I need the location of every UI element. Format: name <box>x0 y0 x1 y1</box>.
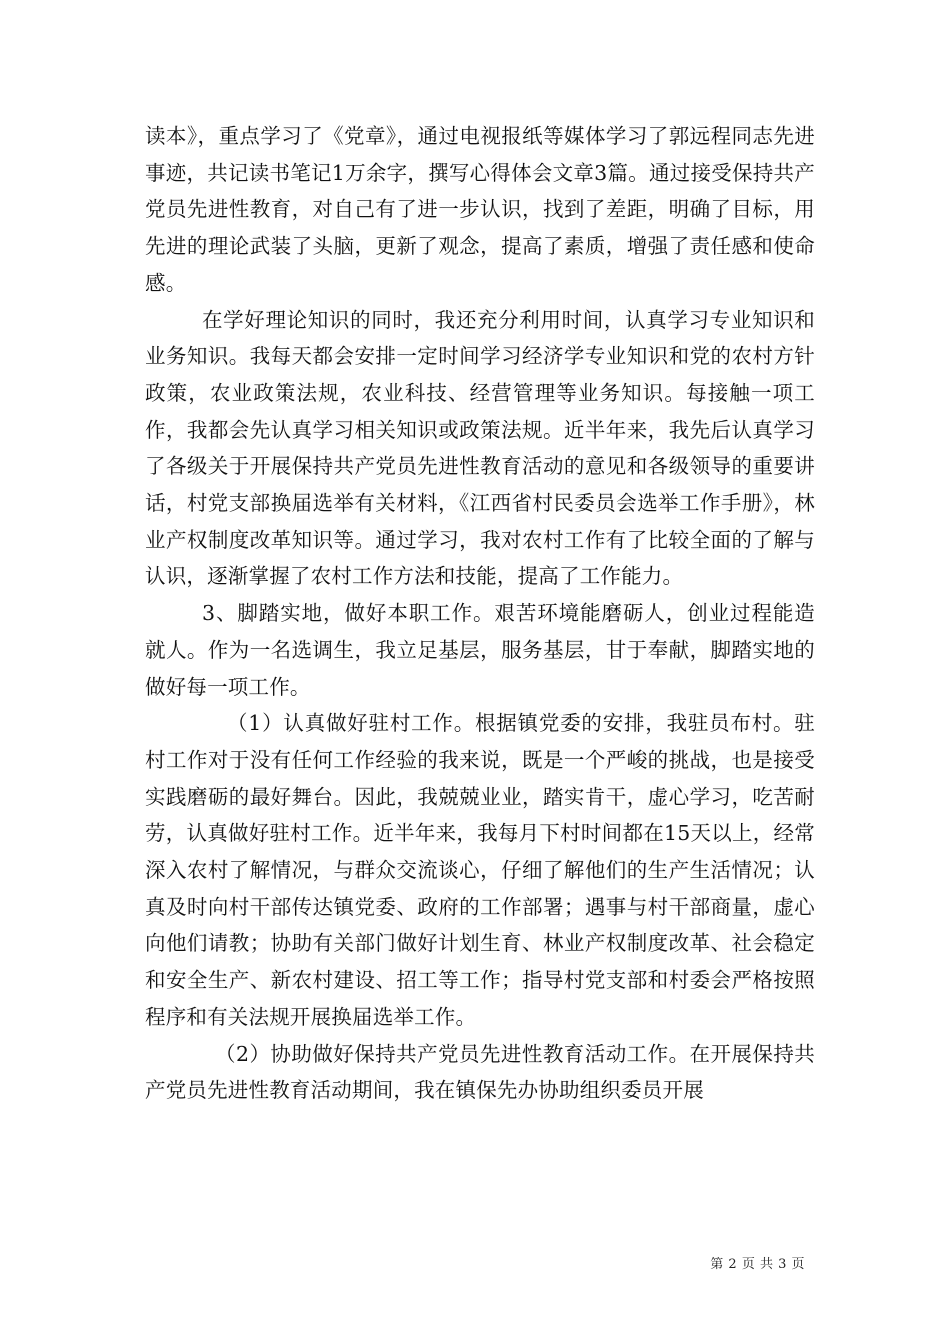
paragraph-village-work: （1）认真做好驻村工作。根据镇党委的安排，我驻员布村。驻村工作对于没有任何工作经验的我来说，既是一个严峻的挑战，也是接受实践磨砺的最好舞台。因此，我兢兢业业，踏实肯干，虚心学习，吃苦耐劳，认真做好驻村工作。近半年来，我每月下村时间都在15天以上，经常深入农村了解情况，与群众交流谈心，仔细了解他们的生产生活情况；认真及时向村干部传达镇党委、政府的工作部署；遇事与村干部商量，虚心向他们请教；协助有关部门做好计划生育、林业产权制度改革、社会稳定和安全生产、新农村建设、招工等工作；指导村党支部和村委会严格按照程序和有关法规开展换届选举工作。 <box>145 711 815 1029</box>
paragraph-professional-study: 在学好理论知识的同时，我还充分利用时间，认真学习专业知识和业务知识。我每天都会安排一定时间学习经济学专业知识和党的农村方针政策，农业政策法规，农业科技、经营管理等业务知识。每接触一项工作，我都会先认真学习相关知识或政策法规。近半年来，我先后认真学习了各级关于开展保持共产党员先进性教育活动的意见和各级领导的重要讲话，村党支部换届选举有关材料，《江西省村民委员会选举工作手册》，林业产权制度改革知识等。通过学习，我对农村工作有了比较全面的了解与认识，逐渐掌握了农村工作方法和技能，提高了工作能力。 <box>145 307 815 589</box>
paragraph-study-summary: 读本》，重点学习了《党章》，通过电视报纸等媒体学习了郭远程同志先进事迹，共记读书笔记1万余字，撰写心得体会文章3篇。通过接受保持共产党员先进性教育，对自己有了进一步认识，找到了差距，明确了目标，用先进的理论武装了头脑，更新了观念，提高了素质，增强了责任感和使命感。 <box>145 124 815 295</box>
page-number-footer: 第 2 页 共 3 页 <box>710 1257 805 1272</box>
document-body <box>145 118 815 1109</box>
paragraph-education-activity: （2）协助做好保持共产党员先进性教育活动工作。在开展保持共产党员先进性教育活动期间，我在镇保先办协助组织委员开展 <box>145 1041 815 1103</box>
paragraph-section-3-heading: 3、脚踏实地，做好本职工作。艰苦环境能磨砺人，创业过程能造就人。作为一名选调生，我立足基层，服务基层，甘于奉献，脚踏实地的做好每一项工作。 <box>145 601 815 699</box>
